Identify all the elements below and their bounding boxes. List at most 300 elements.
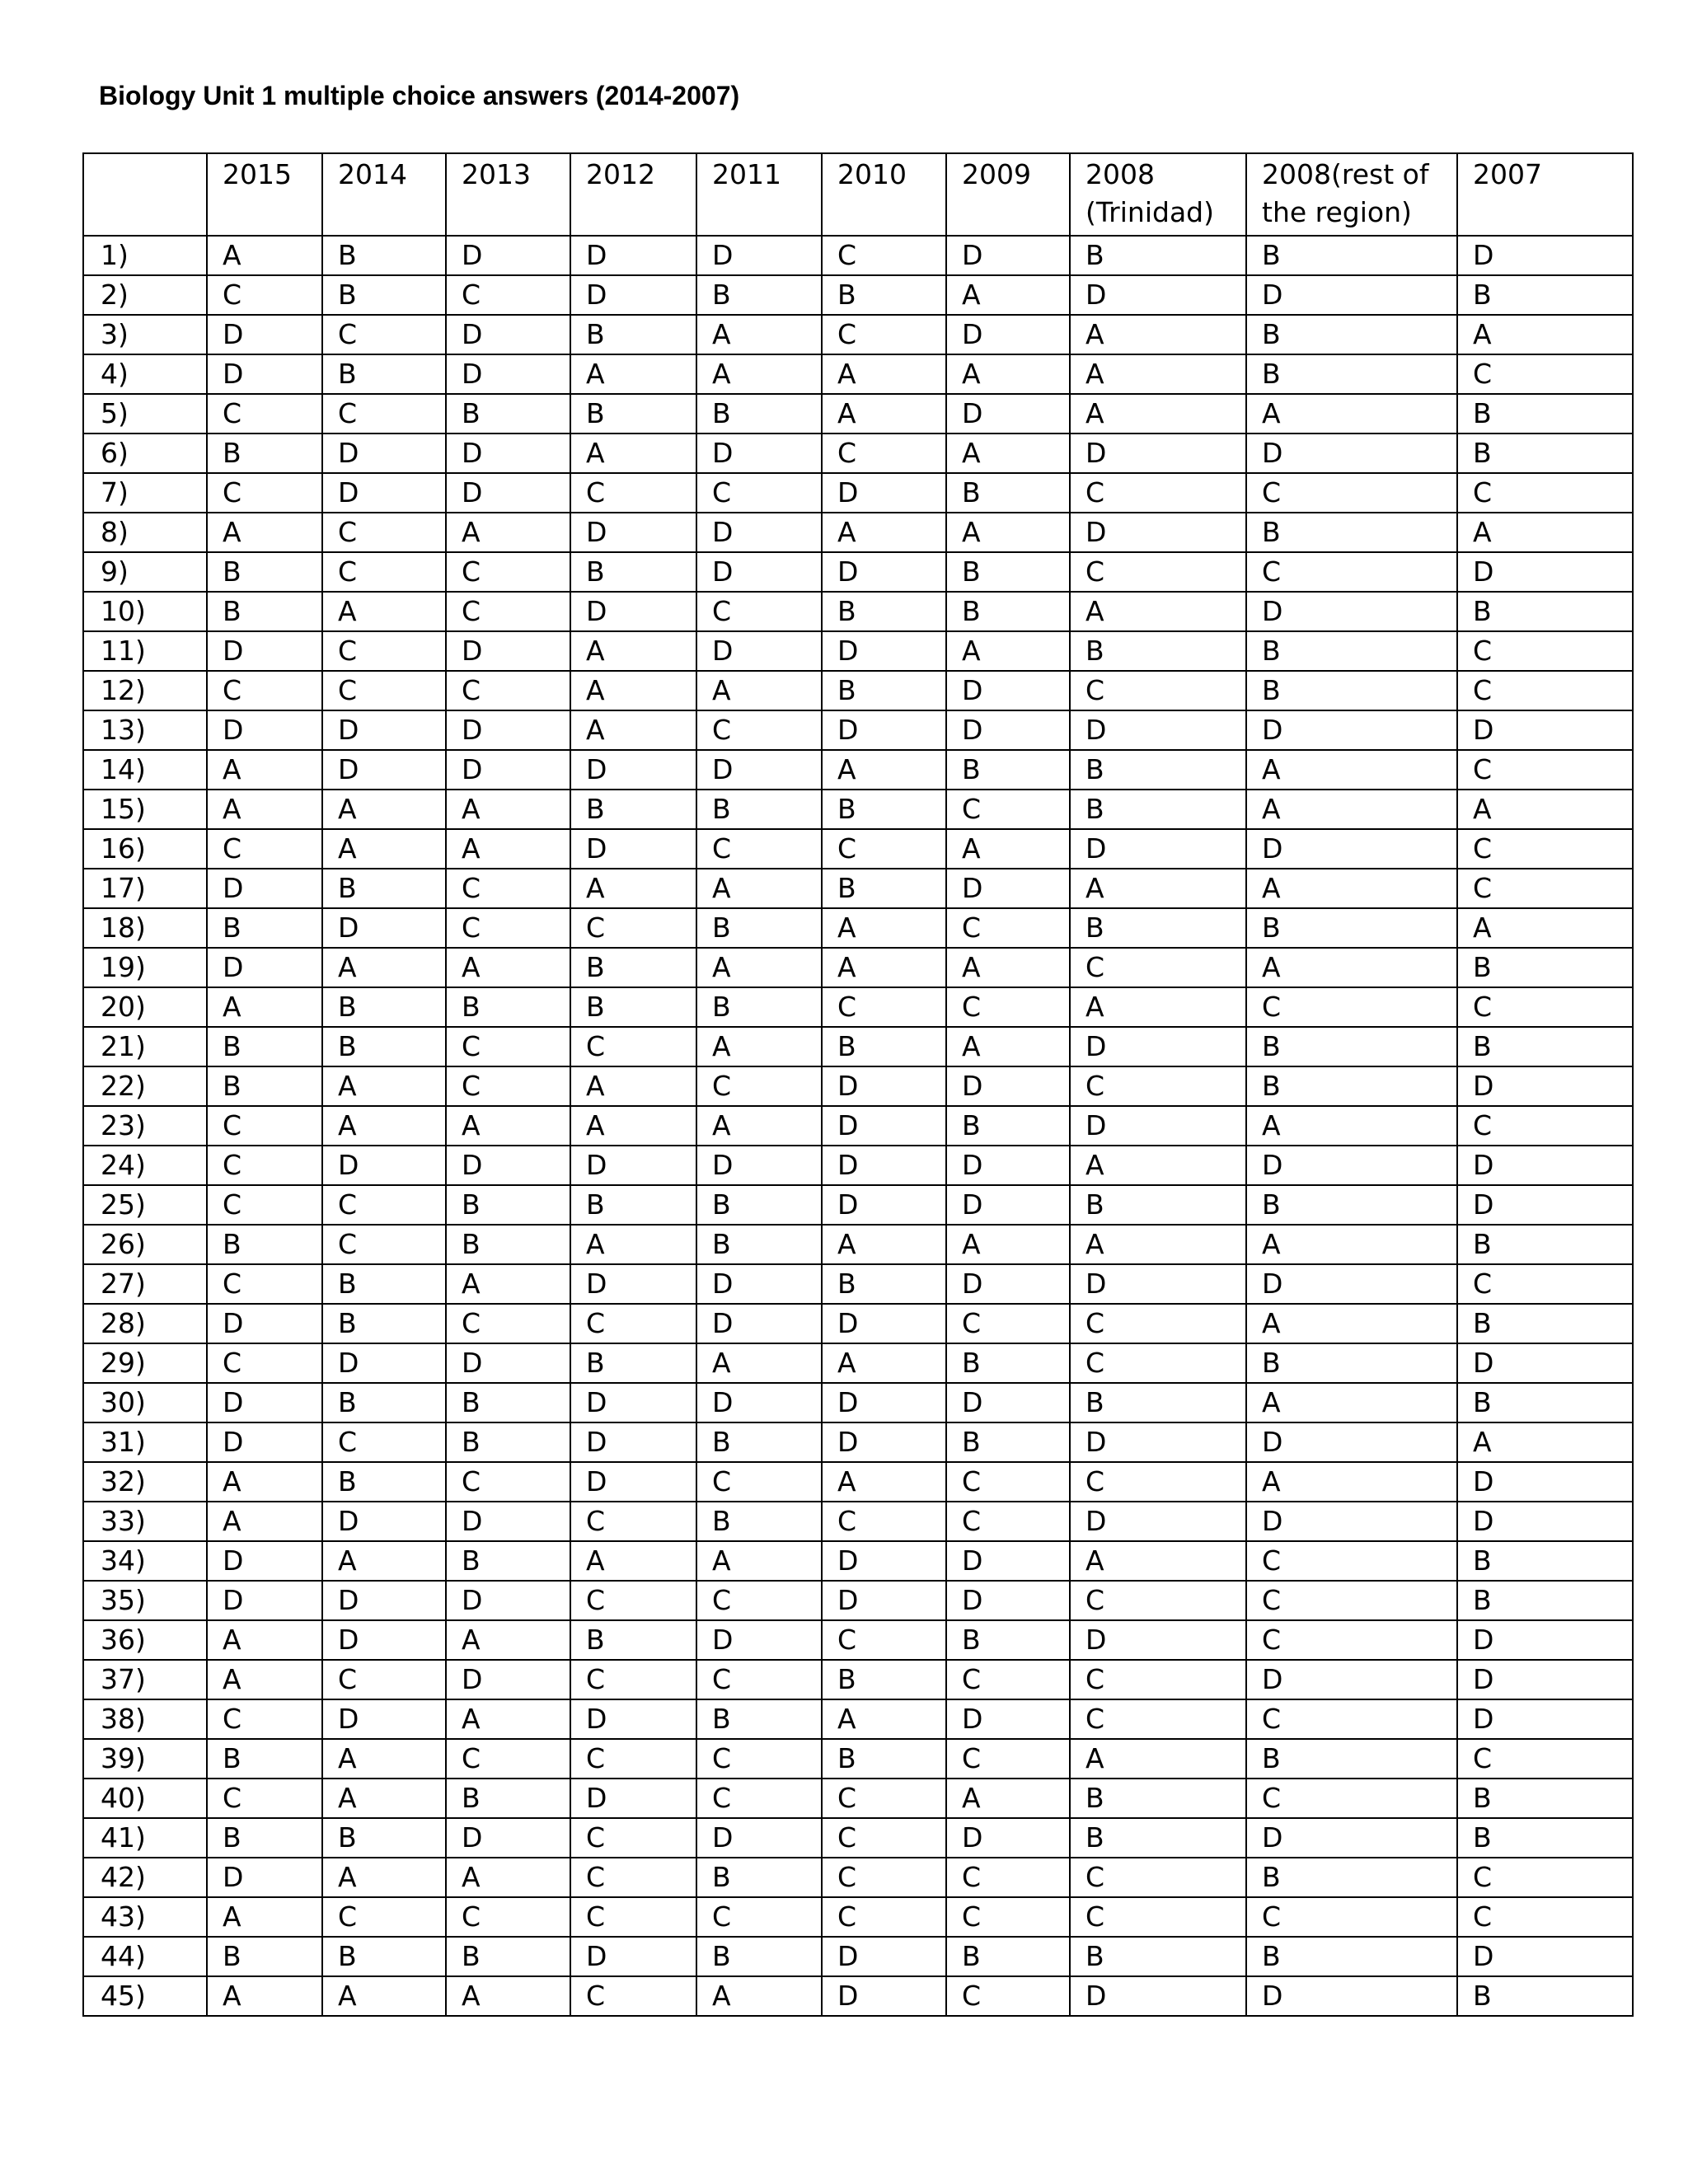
answer-cell: D — [446, 710, 570, 750]
answer-cell: C — [822, 1620, 946, 1660]
question-number: 28) — [83, 1304, 207, 1343]
answer-cell: A — [207, 987, 322, 1027]
answer-cell: D — [946, 869, 1070, 908]
answer-cell: A — [322, 1066, 446, 1106]
answer-cell: B — [696, 1422, 822, 1462]
answer-cell: C — [1070, 1581, 1246, 1620]
answer-cell: C — [446, 671, 570, 710]
answer-cell: B — [1246, 1027, 1457, 1066]
answer-cell: D — [946, 1066, 1070, 1106]
answer-cell: A — [696, 869, 822, 908]
answer-cell: A — [1070, 1146, 1246, 1185]
answer-cell: B — [322, 275, 446, 315]
question-number: 19) — [83, 948, 207, 987]
answer-cell: C — [1457, 631, 1633, 671]
answer-cell: B — [1070, 631, 1246, 671]
answer-cell: A — [1246, 394, 1457, 434]
answer-cell: D — [822, 1581, 946, 1620]
answer-cell: B — [1246, 1185, 1457, 1225]
answer-cell: D — [1246, 275, 1457, 315]
answer-cell: D — [696, 1146, 822, 1185]
answer-cell: B — [322, 236, 446, 275]
question-number: 6) — [83, 434, 207, 473]
answer-cell: D — [207, 869, 322, 908]
answer-cell: C — [1070, 948, 1246, 987]
answer-cell: C — [570, 1739, 696, 1779]
answer-cell: A — [322, 829, 446, 869]
answer-cell: C — [1246, 473, 1457, 513]
answer-cell: D — [1246, 434, 1457, 473]
question-number: 4) — [83, 354, 207, 394]
answer-cell: D — [696, 434, 822, 473]
question-number: 3) — [83, 315, 207, 354]
table-row — [83, 1739, 1633, 1779]
table-row — [83, 1225, 1633, 1264]
answer-cell: D — [1457, 236, 1633, 275]
answer-cell: D — [446, 750, 570, 790]
answer-cell: A — [207, 1462, 322, 1502]
answer-cell: B — [322, 1383, 446, 1422]
answer-cell: D — [1070, 1976, 1246, 2016]
answer-cell: D — [570, 236, 696, 275]
answer-cell: A — [446, 513, 570, 552]
answer-cell: C — [207, 1146, 322, 1185]
table-row — [83, 1699, 1633, 1739]
answer-cell: B — [207, 1937, 322, 1976]
answer-cell: A — [1070, 394, 1246, 434]
answer-cell: A — [207, 513, 322, 552]
answer-cell: A — [1246, 750, 1457, 790]
header-row — [83, 153, 1633, 236]
answer-cell: D — [946, 1699, 1070, 1739]
question-number: 1) — [83, 236, 207, 275]
answer-cell: C — [946, 908, 1070, 948]
answer-cell: A — [446, 1264, 570, 1304]
answer-cell: C — [446, 1304, 570, 1343]
answer-cell: B — [946, 592, 1070, 631]
answer-cell: D — [696, 1818, 822, 1858]
question-number: 15) — [83, 790, 207, 829]
table-row — [83, 908, 1633, 948]
table-row — [83, 1383, 1633, 1422]
answer-cell: D — [570, 1779, 696, 1818]
answer-cell: B — [207, 1739, 322, 1779]
answer-cell: D — [696, 513, 822, 552]
answer-cell: A — [822, 1225, 946, 1264]
answer-cell: A — [696, 1106, 822, 1146]
answer-cell: D — [696, 631, 822, 671]
answer-cell: B — [946, 552, 1070, 592]
answer-cell: B — [1070, 236, 1246, 275]
answer-cell: C — [822, 1779, 946, 1818]
answer-cell: B — [822, 869, 946, 908]
question-number: 10) — [83, 592, 207, 631]
table-row — [83, 592, 1633, 631]
column-header: 2009 — [946, 153, 1070, 236]
answer-cell: A — [570, 869, 696, 908]
answer-cell: D — [570, 1383, 696, 1422]
answer-cell: D — [1070, 434, 1246, 473]
table-row — [83, 1620, 1633, 1660]
answer-cell: B — [696, 1699, 822, 1739]
answer-cell: D — [207, 1304, 322, 1343]
answer-cell: C — [696, 1462, 822, 1502]
table-row — [83, 513, 1633, 552]
answer-cell: A — [1457, 790, 1633, 829]
answer-cell: A — [946, 1225, 1070, 1264]
answer-cell: B — [322, 354, 446, 394]
answer-cell: C — [1457, 1739, 1633, 1779]
answer-cell: B — [207, 1027, 322, 1066]
column-header: 2007 — [1457, 153, 1633, 236]
answer-cell: B — [446, 1541, 570, 1581]
question-number: 9) — [83, 552, 207, 592]
question-number: 31) — [83, 1422, 207, 1462]
answer-cell: C — [570, 1581, 696, 1620]
answer-cell: B — [822, 275, 946, 315]
table-row — [83, 987, 1633, 1027]
answer-cell: D — [1457, 1066, 1633, 1106]
answer-cell: C — [1246, 987, 1457, 1027]
answer-cell: C — [822, 1502, 946, 1541]
answer-cell: C — [696, 710, 822, 750]
answer-cell: C — [1457, 1106, 1633, 1146]
answer-cell: D — [822, 1304, 946, 1343]
answer-cell: D — [1457, 1502, 1633, 1541]
answer-cell: A — [207, 1660, 322, 1699]
answer-cell: D — [1070, 1264, 1246, 1304]
table-row — [83, 1106, 1633, 1146]
answer-cell: D — [822, 710, 946, 750]
table-row — [83, 1779, 1633, 1818]
answer-cell: B — [946, 1937, 1070, 1976]
question-number: 37) — [83, 1660, 207, 1699]
question-number: 40) — [83, 1779, 207, 1818]
answer-cell: C — [570, 1858, 696, 1897]
answer-cell: A — [1246, 1106, 1457, 1146]
answer-cell: B — [1070, 908, 1246, 948]
answer-cell: A — [946, 631, 1070, 671]
answer-cell: B — [946, 1620, 1070, 1660]
answer-cell: A — [696, 354, 822, 394]
answer-cell: D — [570, 1422, 696, 1462]
answer-cell: D — [1457, 1343, 1633, 1383]
answer-cell: B — [570, 987, 696, 1027]
answer-cell: B — [1246, 315, 1457, 354]
answer-cell: B — [946, 473, 1070, 513]
answer-cell: C — [207, 473, 322, 513]
answer-cell: C — [1070, 552, 1246, 592]
answer-cell: B — [1246, 1343, 1457, 1383]
answer-cell: D — [570, 1146, 696, 1185]
answer-cell: B — [696, 1185, 822, 1225]
answer-cell: B — [207, 592, 322, 631]
table-row — [83, 1502, 1633, 1541]
answer-cell: D — [1246, 592, 1457, 631]
answer-cell: D — [446, 1818, 570, 1858]
answer-cell: D — [446, 434, 570, 473]
answer-cell: D — [946, 1146, 1070, 1185]
answer-cell: A — [696, 1027, 822, 1066]
answer-cell: A — [822, 394, 946, 434]
answer-cell: A — [946, 948, 1070, 987]
answer-cell: C — [1457, 829, 1633, 869]
answer-cell: C — [946, 1739, 1070, 1779]
answer-cell: C — [1246, 1897, 1457, 1937]
answer-cell: D — [570, 275, 696, 315]
answer-cell: C — [822, 236, 946, 275]
answer-cell: A — [322, 1541, 446, 1581]
answer-cell: D — [1457, 1620, 1633, 1660]
answer-cell: B — [696, 987, 822, 1027]
column-header: 2008(rest of the region) — [1246, 153, 1457, 236]
answer-cell: D — [207, 354, 322, 394]
answer-cell: D — [1457, 1146, 1633, 1185]
answer-cell: A — [1070, 592, 1246, 631]
answer-cell: A — [1457, 908, 1633, 948]
table-row — [83, 1422, 1633, 1462]
answer-cell: B — [1070, 750, 1246, 790]
table-row — [83, 1937, 1633, 1976]
question-number: 8) — [83, 513, 207, 552]
answer-cell: C — [322, 1185, 446, 1225]
question-number: 45) — [83, 1976, 207, 2016]
answer-cell: A — [1070, 987, 1246, 1027]
table-row — [83, 1185, 1633, 1225]
answer-cell: A — [1246, 1304, 1457, 1343]
answer-cell: D — [570, 829, 696, 869]
answer-cell: A — [696, 1343, 822, 1383]
answer-cell: C — [1457, 1264, 1633, 1304]
answer-cell: B — [446, 1937, 570, 1976]
answer-cell: D — [322, 1620, 446, 1660]
answer-cell: D — [446, 1502, 570, 1541]
answer-cell: B — [696, 394, 822, 434]
answer-cell: A — [1457, 513, 1633, 552]
column-header: 2010 — [822, 153, 946, 236]
answer-cell: B — [446, 1422, 570, 1462]
answer-cell: C — [570, 908, 696, 948]
answer-cell: A — [207, 1620, 322, 1660]
answer-cell: C — [207, 1343, 322, 1383]
table-row — [83, 869, 1633, 908]
answer-cell: A — [207, 790, 322, 829]
answer-cell: C — [1070, 1660, 1246, 1699]
answer-cell: C — [570, 1976, 696, 2016]
answer-cell: B — [322, 1818, 446, 1858]
answer-cell: C — [207, 671, 322, 710]
answer-cell: D — [1070, 710, 1246, 750]
question-number: 41) — [83, 1818, 207, 1858]
answer-cell: C — [946, 1858, 1070, 1897]
answer-cell: B — [1070, 1185, 1246, 1225]
answer-cell: B — [1246, 354, 1457, 394]
answer-cell: B — [1457, 394, 1633, 434]
answer-cell: C — [822, 315, 946, 354]
answer-cell: C — [446, 1066, 570, 1106]
answer-cell: C — [1070, 1343, 1246, 1383]
answer-cell: C — [322, 552, 446, 592]
answer-cell: D — [696, 1304, 822, 1343]
answer-cell: C — [570, 1304, 696, 1343]
answer-cell: D — [322, 908, 446, 948]
question-number: 22) — [83, 1066, 207, 1106]
answer-cell: D — [207, 1541, 322, 1581]
answer-cell: C — [1070, 671, 1246, 710]
answer-cell: C — [207, 1106, 322, 1146]
question-number: 34) — [83, 1541, 207, 1581]
answer-cell: C — [446, 275, 570, 315]
answer-cell: B — [1246, 631, 1457, 671]
answer-cell: C — [946, 1462, 1070, 1502]
answer-cell: A — [822, 908, 946, 948]
answer-cell: B — [1457, 948, 1633, 987]
answer-cell: B — [696, 908, 822, 948]
table-row — [83, 1066, 1633, 1106]
answer-cell: B — [570, 948, 696, 987]
answer-cell: B — [1070, 790, 1246, 829]
answer-cell: C — [822, 1858, 946, 1897]
question-number: 36) — [83, 1620, 207, 1660]
answer-cell: B — [207, 1066, 322, 1106]
answer-cell: D — [322, 750, 446, 790]
answer-cell: D — [1070, 275, 1246, 315]
answer-cell: B — [1070, 1937, 1246, 1976]
question-number: 12) — [83, 671, 207, 710]
answer-cell: D — [822, 1106, 946, 1146]
column-header: 2008 (Trinidad) — [1070, 153, 1246, 236]
answer-cell: D — [696, 552, 822, 592]
answer-cell: C — [696, 1581, 822, 1620]
answer-cell: D — [207, 1383, 322, 1422]
answer-cell: B — [1246, 513, 1457, 552]
answer-cell: B — [822, 1027, 946, 1066]
answer-cell: D — [822, 1383, 946, 1422]
answer-cell: C — [822, 1897, 946, 1937]
table-row — [83, 315, 1633, 354]
answer-cell: D — [570, 592, 696, 631]
answer-cell: B — [696, 1502, 822, 1541]
question-number: 39) — [83, 1739, 207, 1779]
question-number: 21) — [83, 1027, 207, 1066]
answer-cell: C — [1246, 1620, 1457, 1660]
answer-cell: D — [446, 631, 570, 671]
answer-cell: C — [570, 473, 696, 513]
answer-cell: B — [1457, 275, 1633, 315]
answer-cell: C — [446, 1027, 570, 1066]
answer-cell: A — [822, 354, 946, 394]
answer-cell: C — [1070, 1304, 1246, 1343]
answer-cell: B — [446, 394, 570, 434]
answer-cell: A — [1246, 1225, 1457, 1264]
answer-cell: C — [1070, 1699, 1246, 1739]
table-row — [83, 1818, 1633, 1858]
answer-cell: B — [322, 1027, 446, 1066]
table-row — [83, 236, 1633, 275]
answer-cell: A — [696, 948, 822, 987]
question-number: 13) — [83, 710, 207, 750]
answer-cell: D — [322, 1699, 446, 1739]
answer-cell: B — [822, 1264, 946, 1304]
answer-cell: C — [946, 1976, 1070, 2016]
answer-cell: D — [696, 1264, 822, 1304]
answer-cell: A — [570, 631, 696, 671]
answer-cell: D — [946, 1383, 1070, 1422]
answer-cell: D — [322, 434, 446, 473]
question-number: 33) — [83, 1502, 207, 1541]
answer-cell: A — [1070, 869, 1246, 908]
answer-cell: B — [1246, 1739, 1457, 1779]
answer-cell: D — [1070, 1502, 1246, 1541]
table-row — [83, 354, 1633, 394]
table-row — [83, 631, 1633, 671]
table-row — [83, 473, 1633, 513]
table-row — [83, 1462, 1633, 1502]
answer-cell: B — [322, 1462, 446, 1502]
question-number: 44) — [83, 1937, 207, 1976]
answer-cell: B — [207, 434, 322, 473]
answer-cell: B — [1457, 1779, 1633, 1818]
question-number: 27) — [83, 1264, 207, 1304]
answer-cell: B — [1246, 908, 1457, 948]
answer-cell: D — [1457, 1699, 1633, 1739]
answer-cell: C — [570, 1818, 696, 1858]
answer-cell: A — [696, 671, 822, 710]
answer-cell: B — [1457, 1383, 1633, 1422]
answer-cell: D — [570, 1937, 696, 1976]
answer-cell: A — [946, 354, 1070, 394]
answer-cell: B — [1457, 592, 1633, 631]
answer-cell: D — [1246, 710, 1457, 750]
answer-cell: A — [570, 710, 696, 750]
answer-cell: B — [322, 987, 446, 1027]
answer-cell: C — [207, 275, 322, 315]
answer-cell: D — [1457, 710, 1633, 750]
answer-cell: B — [696, 790, 822, 829]
answer-cell: A — [1070, 1541, 1246, 1581]
answer-cell: B — [1457, 1304, 1633, 1343]
answer-cell: C — [322, 1897, 446, 1937]
answer-cell: B — [1246, 671, 1457, 710]
answer-cell: C — [322, 315, 446, 354]
answer-cell: A — [946, 829, 1070, 869]
answer-cell: C — [822, 987, 946, 1027]
answer-cell: C — [696, 829, 822, 869]
corner-cell — [83, 153, 207, 236]
answer-cell: C — [322, 513, 446, 552]
answer-cell: C — [696, 1739, 822, 1779]
answer-cell: C — [696, 473, 822, 513]
answer-cell: B — [570, 315, 696, 354]
answer-cell: A — [570, 1541, 696, 1581]
answer-cell: D — [322, 1502, 446, 1541]
answer-cell: A — [1246, 1462, 1457, 1502]
answer-cell: C — [446, 592, 570, 631]
answer-cell: C — [1457, 869, 1633, 908]
answer-cell: C — [1246, 1541, 1457, 1581]
answer-cell: C — [822, 1818, 946, 1858]
answer-cell: A — [570, 354, 696, 394]
answer-cell: B — [1246, 1858, 1457, 1897]
answer-cell: C — [1457, 354, 1633, 394]
answer-cell: D — [570, 1462, 696, 1502]
answer-cell: D — [946, 1581, 1070, 1620]
answer-cell: D — [446, 315, 570, 354]
answer-cell: C — [946, 1304, 1070, 1343]
answer-cell: C — [1457, 1897, 1633, 1937]
answer-cell: D — [946, 236, 1070, 275]
table-row — [83, 394, 1633, 434]
